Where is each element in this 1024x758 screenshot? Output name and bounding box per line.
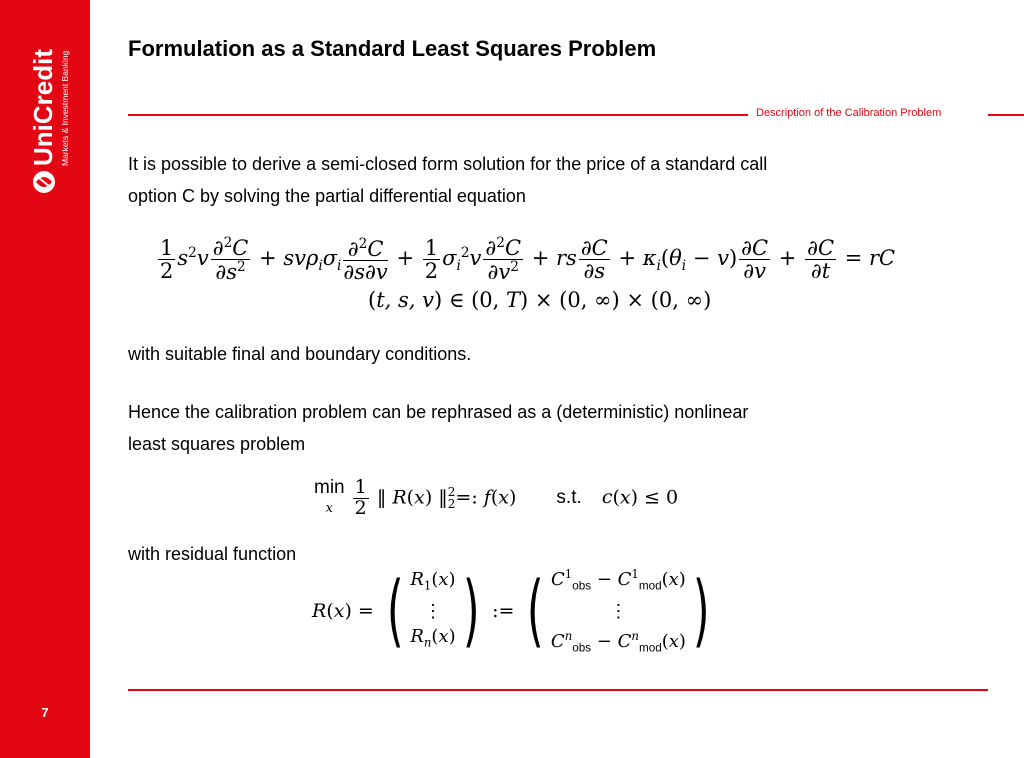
svg-text:UniCredit: UniCredit [28,49,58,166]
sidebar [0,0,90,758]
section-label: Description of the Calibration Problem [756,107,942,119]
paragraph-1-line-2: option C by solving the partial differential equation [128,186,526,206]
residual-function-equation: R(x) = ( $R_1(x)$ ⋮ $R_n(x)$) := ( $C^1_{obs} - C^1_{mod}(x)$ ⋮ $C^n_{obs} - C^n_{mod}(x)$) [312,566,710,657]
pde-domain: (t, s, v) ∈ (0, T) × (0, ∞) × (0, ∞) [368,288,712,312]
paragraph-3-line-2: least squares problem [128,434,306,454]
header-rule-left [128,114,748,116]
paragraph-3-line-1: Hence the calibration problem can be rephrased as a (deterministic) nonlinear [128,402,749,422]
page-number: 7 [41,705,49,720]
paragraph-1-line-1: It is possible to derive a semi-closed form solution for the price of a standard call [128,154,768,174]
paragraph-4: with residual function [128,544,297,564]
footer-rule [128,689,988,691]
paragraph-2: with suitable final and boundary conditions. [128,344,472,364]
unicredit-logo [18,32,76,202]
header-rule-right [988,114,1024,116]
slide-title: Formulation as a Standard Least Squares Problem [128,36,657,61]
svg-text:Markets & Investment Banking: Markets & Investment Banking [60,50,70,166]
pde-equation: $\frac{1}{2}$ $s^2v$ $\frac{\partial^2C}{\partial s^2}$ + $sv\rho_i\sigma_i$ $\frac{\partial^2C}{\partial s\partial v}$ + $\frac{1}{2}$ $\sigma_i^2v$ $\frac{\partial^2C}{\partial v^2}$ + rs $\frac{\partial C}{\partial s}$ + $\kappa_i(\theta_i - v)$ $\frac{\partial C}{\partial v}$ + $\frac{\partial C}{\partial t}$ = rC [160,235,896,285]
least-squares-equation: min x $\frac{1}{2}$ ‖ R(x) ‖2 2=: f(x) s.t. c(x) ≤ 0 [314,476,679,519]
